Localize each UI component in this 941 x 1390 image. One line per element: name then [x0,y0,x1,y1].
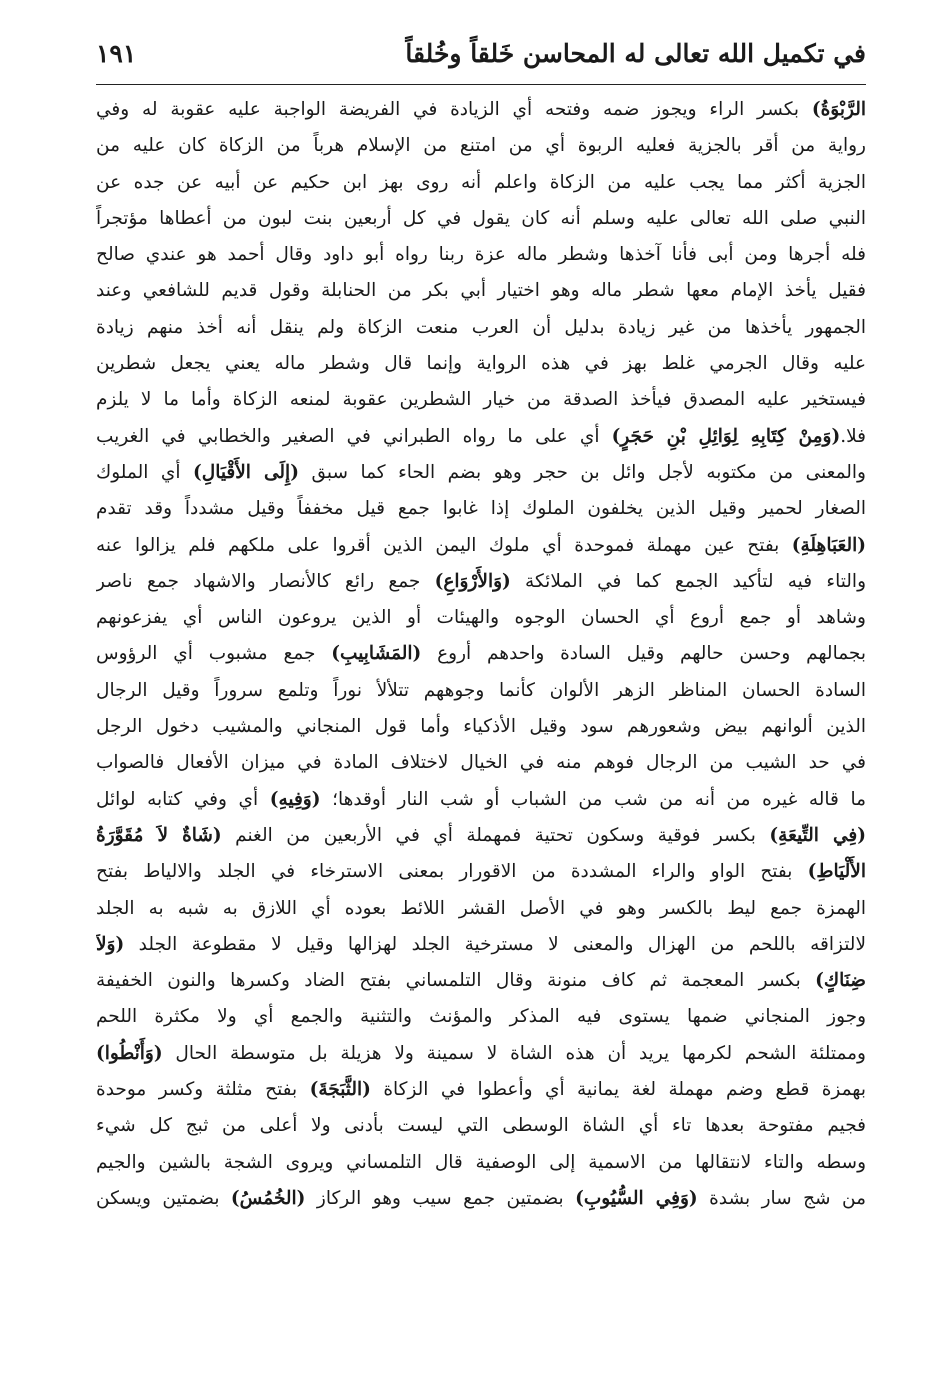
text-run: الهمزة جمع ليط بالكسر وهو في الأصل القشر اللائط بعوده أي اللازق به شبه به الجلد [96,897,866,919]
text-run: جمع رائع كالأنصار والاشهاد جمع ناصر [96,570,435,592]
text-run: بكسر فوقية وسكون تحتية فمهملة أي في الأربعين من الغنم [221,824,770,846]
bold-term: (فِي التِّيعَةِ) [769,824,866,846]
text-line [96,1036,866,1072]
text-run: بجمالهم وحسن حالهم وقيل السادة واحدهم أروع [421,643,866,665]
text-line [96,1181,866,1217]
text-run: رواية من أقر بالجزية فعليه الربوة أي من امتنع من الإسلام هرباً من الزكاة كان عليه من [96,135,866,157]
text-line [96,818,866,854]
text-run: أي على ما رواه الطبراني في الصغير والخطابي في الغريب [96,425,612,447]
bold-term: (شَاةٌ لاَ مُقَوَّرَةُ [96,824,222,846]
text-run: فجيم مفتوحة بعدها تاء أي الشاة الوسطى التي ليست بأدنى ولا أعلى من ثبج كل شيء [96,1115,866,1137]
text-line [96,201,866,237]
text-run: بفتح مثلثة وكسر موحدة [96,1079,310,1101]
text-run: فله أجرها ومن أبى فأنا آخذها وشطر ماله عزة ربنا رواه أبو داود وقال أحمد هو عندي صالح [96,244,866,266]
text-run: بكسر الراء ويجوز ضمه وفتحه أي الزيادة في الفريضة الواجبة عليه عقوبة له وفي [96,99,812,120]
text-run: أي وفي كتابه لوائل [96,788,270,810]
text-line [96,92,866,128]
text-line [96,165,866,201]
text-line [96,1145,866,1181]
text-run: ما قاله غيره من أنه من شب من الشباب أو شب النار أوقدها؛ [320,788,866,810]
text-run: في حد الشيب من الرجال فوهم منه في الخيال لاختلاف المادة في ميزان الأفعال فالصواب [96,752,866,774]
text-run: وسطه والتاء لانتقالها من الاسمية إلى الوصفية قال التلمساني ويروى الشجة بالشين والجيم [96,1151,866,1173]
text-line [96,709,866,745]
text-line [96,999,866,1035]
text-line [96,963,866,999]
header-rule [96,84,866,85]
text-line [96,600,866,636]
text-line [96,745,866,781]
bold-term: ضِنَاكٍ) [815,970,866,992]
text-run: والمعنى من مكتوبه لأجل وائل بن حجر وهو بضم الحاء كما سبق [298,461,866,483]
text-line [96,636,866,672]
text-line [96,491,866,527]
text-run: فيستخير عليه المصدق فيأخذ الصدقة من خيار الشطرين عقوبة لمنعه الزكاة وأما ما لا يلزم [96,389,866,411]
text-line [96,854,866,890]
text-run: وممتلئة الشحم لكرمها يريد أن هذه الشاة لا سمينة ولا هزيلة بل متوسطة الحال [162,1042,866,1064]
bold-term: (وَالأَرْوَاعِ) [434,570,511,592]
bold-term: (وَلاَ [96,933,125,955]
text-run: بضمتين ويسكن [96,1187,231,1209]
bold-term: (وَأَنْطُوا) [96,1042,163,1064]
text-run: جمع مشبوب أي الرؤوس [96,643,332,665]
text-run: بكسر المعجمة ثم كاف منونة وقال التلمساني بفتح الضاد وكسرها والنون الخفيفة [96,970,816,992]
bold-term: الأَلْيَاطِ) [807,861,866,883]
bold-term: (إِلَى الأَقْيَالِ) [193,461,299,483]
body-text [96,92,866,1217]
text-line [96,310,866,346]
text-run: لالتزاقه باللحم من الهزال والمعنى لا مسترخية الجلد لهزالها وقيل لا مقطوعة الجلد [124,933,866,955]
text-run: أي الملوك [96,461,193,483]
text-run: عليه وقال الجرمي غلط بهز في هذه الرواية وإنما قال وشطر ماله يعني يجعل شطرين [96,353,866,375]
bold-term: الرَّبْوَةُ) [811,99,866,120]
text-run: النبي صلى الله تعالى عليه وسلم أنه كان يقول في كل أربعين بنت لبون من أعطاها مؤتجراً [96,207,866,229]
bold-term: (وَفِي السُّيُوبِ) [575,1187,698,1209]
text-run: فلا. [840,425,866,447]
text-run: بضمتين جمع سيب وهو الركاز [305,1187,576,1209]
running-title: في تكميل الله تعالى له المحاسن خَلقاً وخُلقاً [405,39,866,68]
text-run: الجزية أكثر مما يجب عليه من الزكاة واعلم أنه روى بهز ابن حكيم عن أبيه عن جده عن [96,171,866,193]
text-run: من شج سار بشدة [697,1187,866,1209]
text-line [96,564,866,600]
page-header [96,28,866,84]
text-line [96,1072,866,1108]
bold-term: (العَبَاهِلَةِ) [791,534,866,556]
text-run: وشاهد أو جمع أروع أي الحسان الوجوه والهيئات أو الذين يروعون الناس أي يفزعونهم [96,607,866,629]
bold-term: (المَشَابِيبِ) [331,643,422,665]
text-line [96,1108,866,1144]
text-line [96,455,866,491]
text-run: بفتح الواو والراء المشددة من الاقورار بمعنى الاسترخاء في الجلد والالياط بفتح [96,861,808,883]
text-run: السادة الحسان المناظر الزهر الألوان كأنما وجوههم تتلألأ نوراً وتلمع سروراً وقيل الرجال [96,679,866,701]
text-line [96,273,866,309]
text-run: فقيل يأخذ الإمام معها شطر ماله وهو اختيار أبي بكر من الحنابلة وقول قديم للشافعي وعند [96,280,866,302]
text-line [96,927,866,963]
text-run: الجمهور يأخذها من غير زيادة بدليل أن العرب منعت الزكاة ولم ينقل أنه أخذ منهم زيادة [96,316,866,338]
text-line [96,346,866,382]
text-run: الصغار لحمير وقيل الذين يخلفون الملوك إذا غابوا جمع قيل مخففاً وقيل مشدداً وقد تقدم [96,498,866,520]
text-run: بفتح عين مهملة فموحدة أي ملوك اليمن الذين أقروا على ملكهم فلم يزالوا عنه [96,534,792,556]
text-line [96,128,866,164]
bold-term: (وَفِيهِ) [269,788,321,810]
bold-term: (الخُمُسُ) [230,1187,306,1209]
text-run: والتاء فيه لتأكيد الجمع كما في الملائكة [510,570,866,592]
bold-term: (الثَّبَجَةَ) [309,1079,371,1101]
text-line [96,237,866,273]
text-line [96,419,866,455]
page-number: ١٩١ [96,39,137,68]
text-line [96,782,866,818]
text-run: وجوز المنجاني ضمها يستوى فيه المذكر والمؤنث والتثنية والجمع أي ولا مكثرة اللحم [96,1006,866,1028]
text-line [96,382,866,418]
text-line [96,528,866,564]
text-run: بهمزة قطع وضم مهملة لغة يمانية أي وأعطوا في الزكاة [370,1079,866,1101]
bold-term: (وَمِنْ كِتَابِهِ لِوَائِلِ بْنِ حَجَرٍ) [611,425,841,447]
text-run: الذين ألوانهم بيض وشعورهم سود وقيل الأذكياء وأما قول المنجاني والمشيب دخول الرجل [96,716,866,738]
text-line [96,891,866,927]
text-line [96,673,866,709]
